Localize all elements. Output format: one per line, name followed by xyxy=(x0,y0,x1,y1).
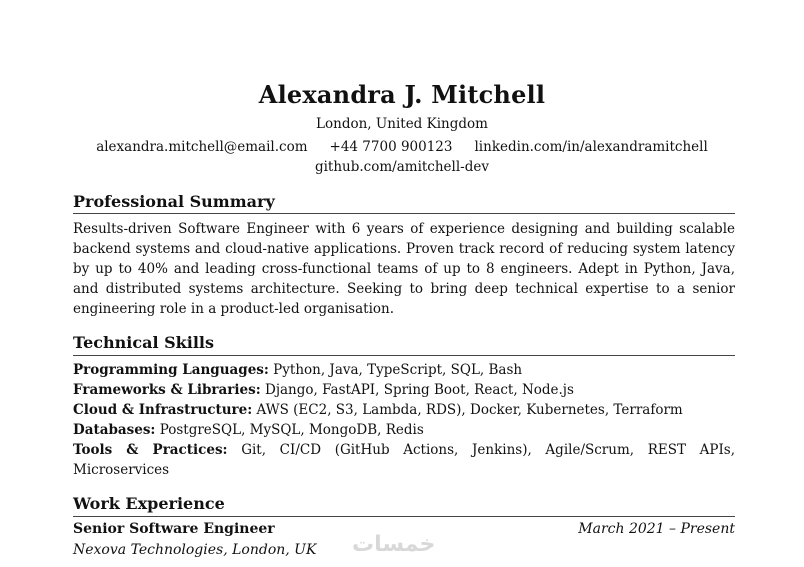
watermark-logo: خمسات xyxy=(352,532,436,557)
skill-item xyxy=(73,380,735,400)
skill-label: Databases: xyxy=(73,422,156,438)
candidate-name: Alexandra J. Mitchell xyxy=(258,80,546,109)
skill-label: Tools & Practices: xyxy=(73,442,228,458)
skill-item xyxy=(73,420,735,440)
summary-heading: Professional Summary xyxy=(73,192,275,211)
skill-item xyxy=(73,360,735,380)
skill-value: Python, Java, TypeScript, SQL, Bash xyxy=(268,362,523,378)
skill-value: PostgreSQL, MySQL, MongoDB, Redis xyxy=(155,422,424,438)
experience-heading: Work Experience xyxy=(73,494,225,513)
summary-text: Results-driven Software Engineer with 6 years of experience designing and building scalable backend systems and cloud-native applications. Proven track record of reducing system latency by up to 40% and leading cross-functional teams of up to 8 engineers. Adept in Python, Java, and distributed systems architecture. Seeking to bring deep technical expertise to a senior engineering role in a product-led organisation. xyxy=(73,221,735,317)
skills-divider xyxy=(73,355,735,356)
job-dates: March 2021 – Present xyxy=(578,521,735,537)
job-title: Senior Software Engineer xyxy=(73,521,275,537)
skill-value: Django, FastAPI, Spring Boot, React, Node.js xyxy=(260,382,574,398)
skills-list xyxy=(73,360,735,480)
github-link[interactable]: github.com/amitchell-dev xyxy=(314,159,490,175)
email-link[interactable]: alexandra.mitchell@email.com xyxy=(96,139,308,155)
skill-label: Cloud & Infrastructure: xyxy=(73,402,253,418)
linkedin-link[interactable]: linkedin.com/in/alexandramitchell xyxy=(474,139,708,155)
skill-label: Frameworks & Libraries: xyxy=(73,382,261,398)
summary-divider xyxy=(73,213,735,214)
contact-line xyxy=(0,139,804,155)
skills-heading: Technical Skills xyxy=(73,333,214,352)
experience-divider xyxy=(73,516,735,517)
skill-value: Git, CI/CD (GitHub Actions, Jenkins), Agile/Scrum, REST APIs, Microservices xyxy=(73,442,736,478)
phone-number: +44 7700 900123 xyxy=(329,139,453,155)
job-organization: Nexova Technologies, London, UK xyxy=(73,542,317,558)
skill-label: Programming Languages: xyxy=(73,362,269,378)
skill-item xyxy=(73,400,735,420)
location: London, United Kingdom xyxy=(316,116,488,132)
skill-item xyxy=(73,440,735,480)
skill-value: AWS (EC2, S3, Lambda, RDS), Docker, Kubernetes, Terraform xyxy=(252,402,683,418)
